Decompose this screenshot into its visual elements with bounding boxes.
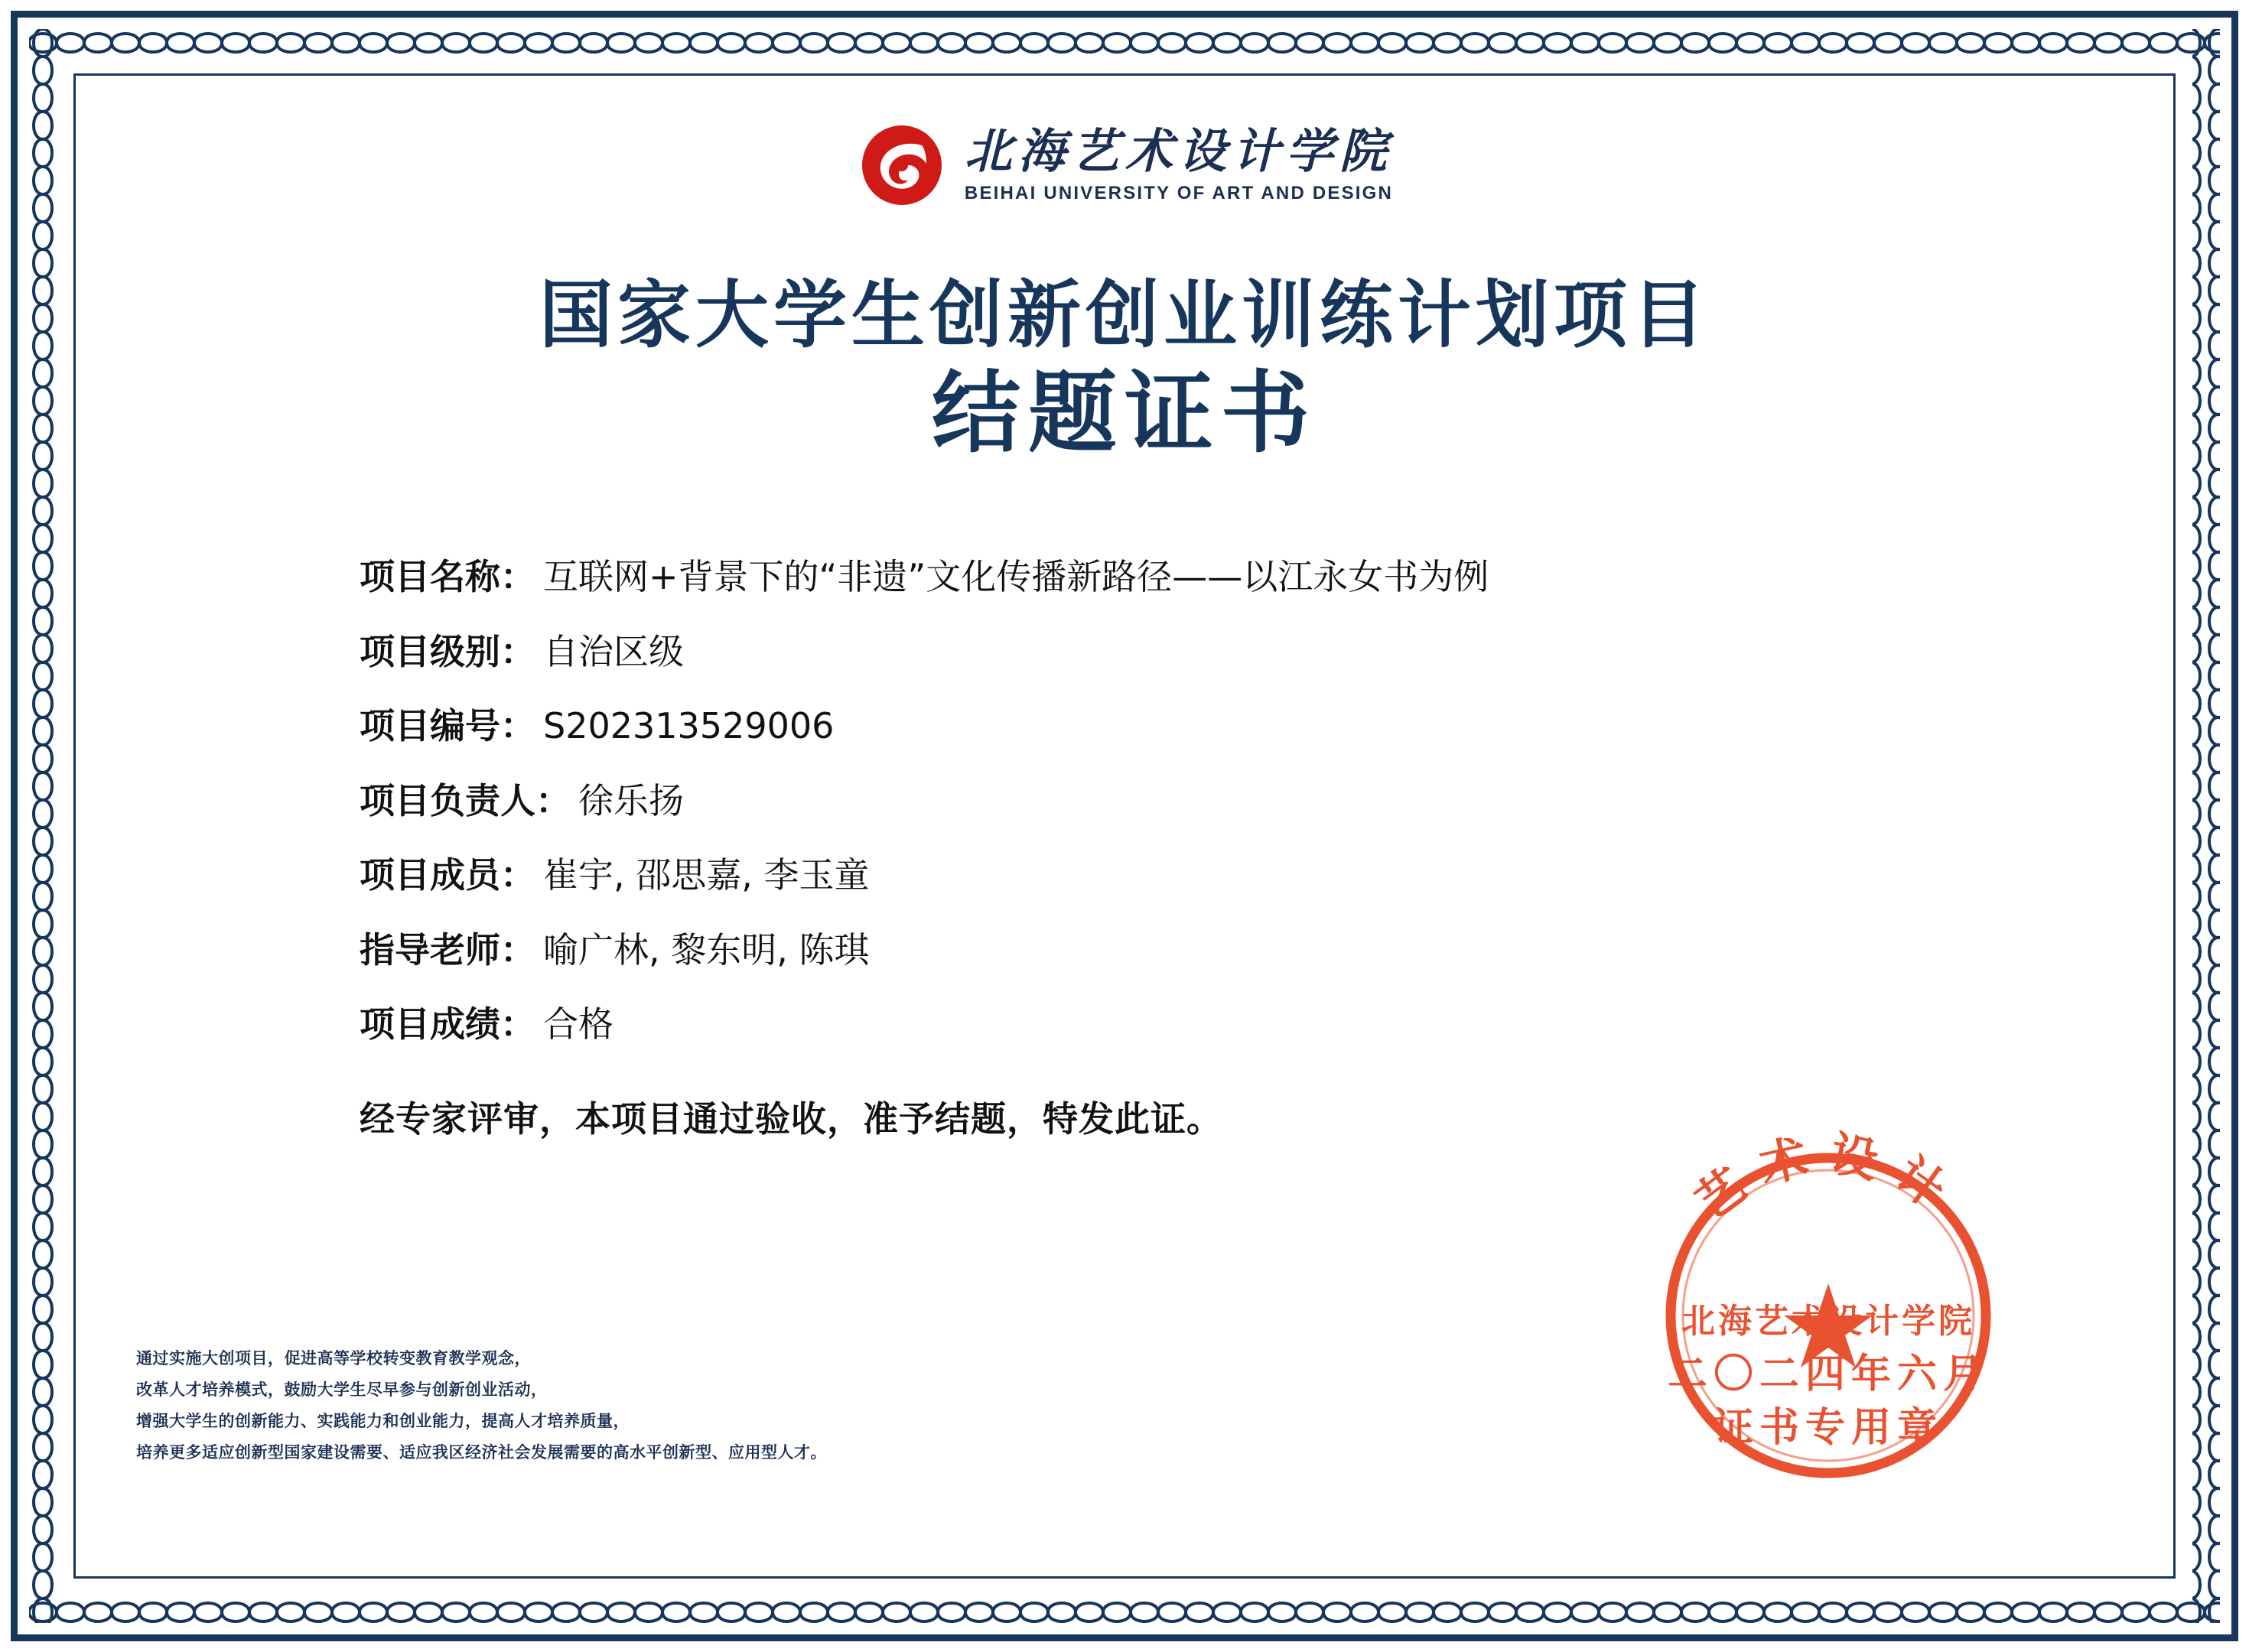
- school-name-block: [964, 123, 1394, 203]
- school-name-en: BEIHAI UNIVERSITY OF ART AND DESIGN: [964, 182, 1394, 203]
- field-label: 项目成绩：: [360, 1003, 535, 1046]
- certificate-content: [99, 92, 2150, 1560]
- field-value: S202313529006: [543, 705, 835, 747]
- school-name-cn: 北海艺术设计学院: [964, 123, 1393, 180]
- svg-text:二〇二四年六月: 二〇二四年六月: [1667, 1351, 1990, 1397]
- footnote-line-1: 通过实施大创项目，促进高等学校转变教育教学观念，: [136, 1349, 531, 1368]
- field-project-level: [360, 630, 2150, 675]
- field-label: 项目成员：: [360, 854, 535, 896]
- field-project-number: [360, 704, 2150, 749]
- certificate-fields: [99, 555, 2150, 1047]
- field-value: 徐乐扬: [578, 779, 684, 821]
- title-line-1: 国家大学生创新创业训练计划项目: [539, 272, 1710, 358]
- footnote-block: [136, 1343, 827, 1468]
- svg-text:证书专用章: 证书专用章: [1713, 1404, 1944, 1451]
- school-header: [99, 122, 2150, 208]
- field-value: 合格: [543, 1003, 614, 1046]
- field-label: 项目编号：: [360, 705, 535, 747]
- footnote-line-2: 改革人才培养模式，鼓励大学生尽早参与创新创业活动，: [136, 1380, 548, 1400]
- title-line-2: 结题证书: [932, 360, 1317, 465]
- footnote-line-4: 培养更多适应创新型国家建设需要、适应我区经济社会发展需要的高水平创新型、应用型人才。: [136, 1443, 827, 1462]
- field-label: 项目名称：: [360, 556, 535, 598]
- field-label: 指导老师：: [360, 928, 535, 971]
- flame-spiral-logo-icon: [856, 122, 948, 208]
- field-project-name: [360, 555, 2150, 600]
- field-project-grade: [360, 1003, 2150, 1047]
- footnote-line-3: 增强大学生的创新能力、实践能力和创业能力，提高人才培养质量，: [136, 1412, 630, 1431]
- svg-text:艺术设计: 艺术设计: [1684, 1124, 1970, 1231]
- field-project-members: [360, 854, 2150, 898]
- field-label: 项目级别：: [360, 630, 535, 672]
- field-value: 互联网+背景下的“非遗”文化传播新路径——以江永女书为例: [543, 556, 1489, 598]
- field-project-advisors: [360, 928, 2150, 973]
- official-red-stamp-icon: [1622, 1103, 2035, 1516]
- svg-text:北海艺术设计学院: 北海艺术设计学院: [1681, 1302, 1975, 1341]
- field-value: 自治区级: [543, 630, 684, 672]
- field-label: 项目负责人：: [360, 779, 571, 821]
- field-project-leader: [360, 779, 2150, 824]
- field-value: 喻广林, 黎东明, 陈琪: [543, 928, 870, 971]
- approval-statement: 经专家评审，本项目通过验收，准予结题，特发此证。: [360, 1098, 1222, 1140]
- field-value: 崔宇, 邵思嘉, 李玉童: [543, 854, 870, 896]
- certificate-title-block: [99, 274, 2150, 465]
